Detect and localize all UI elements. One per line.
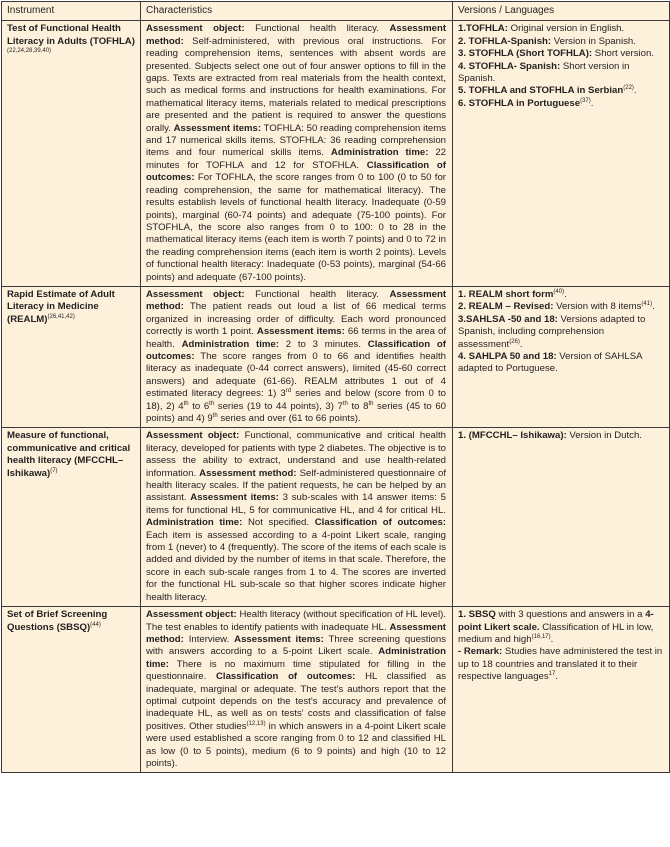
text-segment: Version in Dutch.: [566, 430, 642, 442]
reference-superscript: (26): [509, 338, 520, 345]
version-item: [458, 289, 664, 301]
bold-label: Assessment object:: [146, 609, 237, 621]
bold-label: Assessment object:: [146, 288, 245, 300]
instruments-table: [1, 1, 670, 773]
characteristics-cell: [141, 428, 453, 607]
text-segment: .: [555, 671, 559, 683]
instrument-cell: [2, 286, 141, 427]
bold-label: 6. STOFHLA in Portuguese: [458, 97, 581, 109]
bold-label: 5. TOFHLA and STOFHLA in Serbian: [458, 85, 624, 97]
header-versions: Versions / Languages: [453, 2, 670, 21]
text-segment: series and over (61 to 66 points).: [217, 413, 361, 424]
bold-label: Assessment items:: [190, 492, 279, 504]
bold-label: Administration time:: [330, 147, 429, 159]
bold-label: Administration time:: [146, 517, 243, 529]
text-segment: Interview.: [183, 633, 235, 645]
reference-superscript: (44): [90, 621, 101, 628]
characteristics-cell: [141, 286, 453, 427]
bold-label: 4-point Likert scale.: [458, 609, 654, 633]
reference-superscript: (41): [641, 301, 653, 308]
version-item: [458, 314, 664, 351]
bold-label: 2. TOFHLA-Spanish:: [458, 35, 552, 47]
text-segment: to 8: [347, 400, 369, 412]
text-segment: .: [564, 288, 567, 300]
bold-label: Classification of outcomes:: [314, 517, 446, 529]
table-row: [2, 428, 670, 607]
text-segment: The score ranges from 0 to 66 and identifies health literacy as inadequate (0-44 correct answers), limited (45-60 correct answers) and adequate (61-66). REALM attributes 1 out of 4 estimated literacy degrees: 1) 3: [146, 350, 446, 400]
reference-superscript: 17: [548, 671, 556, 678]
reference-superscript: (40): [553, 288, 565, 295]
text-segment: 2 to 3 minutes.: [278, 338, 368, 350]
bold-label: Classification of outcomes:: [146, 338, 446, 362]
text-segment: with 3 questions and answers in a: [495, 609, 646, 621]
text-segment: Test of Functional Health Literacy in Adults (TOFHLA): [7, 23, 135, 47]
reference-superscript: (37): [580, 97, 591, 104]
bold-label: - Remark:: [458, 646, 503, 658]
text-segment: series and below (score from 0 to 18), 2) 4: [146, 388, 446, 412]
version-item: [458, 430, 664, 442]
text-segment: Not specified.: [242, 517, 315, 529]
text-segment: Short version in Spanish.: [458, 60, 630, 85]
bold-label: 1.TOFHLA:: [458, 23, 508, 35]
reference-superscript: (22,24,28,39,40): [7, 48, 52, 55]
reference-superscript: th: [183, 400, 189, 407]
text-segment: in which answers in a 4-point Likert scale were used established a score ranging from 0 to 12 and classified HL as low (0 to 5 points), medium (6 to 9 points) and high (10 to 12 points).: [146, 720, 446, 769]
text-segment: Measure of functional, communicative and critical health literacy (MFCCHL– Ishikawa): [7, 430, 131, 479]
version-item: [458, 646, 664, 683]
text-segment: Version with 8 items: [553, 301, 642, 313]
versions-cell: [453, 286, 670, 427]
text-segment: Self-administered, with previous oral instructions. For reading comprehension items, sentences with absent words are presented. Subjects select one out of four answer options to fill in the gaps. Texts are extracted from real materials from the health context, such as medical forms and instructions for health examinations. For mathematical literacy items, materials related to medical prescriptions are presented and the patient is required to answer the questions orally.: [146, 35, 446, 134]
bold-label: Assessment items:: [173, 122, 262, 134]
text-segment: There is no maximum time stipulated for filling in the questionnaire.: [146, 658, 446, 683]
text-segment: 22 minutes for TOFHLA and 12 for STOFHLA.: [146, 147, 447, 171]
versions-cell: [453, 428, 670, 607]
bold-label: 4. STOFHLA- Spanish:: [458, 60, 561, 72]
text-segment: Version of SAHLSA adapted to Portuguese.: [458, 350, 642, 375]
versions-cell: [453, 21, 670, 287]
reference-superscript: th: [212, 413, 218, 419]
text-segment: For TOFHLA, the score ranges from 0 to 100 (0 to 50 for reading comprehension, the same for mathematical literacy). The results establish levels of functional health literacy. Inadequate (0-59 points), marginal (60-74 points) and adequate (75-100 points). For STOFHLA, the score also ranges from 0 to 100: 0 to 28 in the mathematical literacy items (each item is worth 7 points) and 0 to 72 in the reading comprehension items (each item is worth 2 points). Levels of functional health literacy: Inadequate (0-53 points), marginal (54-66 points) and adequate (67-100 points).: [146, 172, 446, 283]
text-segment: Set of Brief Screening Questions (SBSQ): [7, 609, 108, 633]
text-segment: 66 terms in the area of health.: [146, 326, 447, 350]
text-segment: HL classified as inadequate, marginal or adequate. The test's authors report that the optimal cutpoint depends on the test's accuracy and prevalence of inadequate HL, as well as on tests' costs and classification of false positives. Other studies: [146, 671, 446, 732]
version-item: [458, 98, 664, 110]
instrument-cell: [2, 607, 141, 773]
text-segment: 3 sub-scales with 14 answer items: 5 items for functional HL, 5 for communicative HL, and 4 for critical HL.: [146, 492, 446, 516]
version-item: [458, 36, 664, 48]
text-segment: .: [550, 633, 554, 645]
bold-label: 1. SBSQ: [458, 609, 496, 621]
bold-label: 3.SAHLSA -50 and 18:: [458, 313, 558, 325]
bold-label: Classification of outcomes:: [146, 159, 446, 184]
text-segment: Three screening questions with answers according to a 5-point Likert scale.: [146, 633, 447, 658]
text-segment: Classification of HL in low, medium and high: [458, 621, 654, 645]
text-segment: Short version.: [592, 48, 654, 60]
bold-label: Assessment method:: [146, 621, 446, 645]
bold-label: 3. STOFHLA (Short TOFHLA):: [458, 48, 593, 60]
bold-label: 1. (MFCCHL– Ishikawa):: [458, 430, 567, 442]
text-segment: TOFHLA: 50 reading comprehension items and 17 numerical skills items. STOFHLA: 36 reading comprehension items and four numerical skills items.: [146, 122, 447, 159]
table-row: [2, 607, 670, 773]
bold-label: Assessment object:: [146, 23, 245, 35]
text-segment: Version in Spanish.: [551, 35, 636, 47]
text-segment: Original version in English.: [507, 23, 625, 35]
version-item: [458, 48, 664, 60]
text-segment: Studies have administered the test in up to 18 countries and translated it to their respective languages: [458, 646, 663, 683]
bold-label: Assessment method:: [146, 288, 447, 313]
reference-superscript: rd: [285, 388, 292, 395]
version-item: [458, 85, 664, 97]
header-characteristics: Characteristics: [141, 2, 453, 21]
text-segment: to 6: [188, 400, 210, 412]
text-segment: Functional, communicative and critical health literacy, developed for patients with type 2 diabetes. The objective is to assess the ability to extract, understand and use health-related information.: [146, 430, 446, 479]
version-item: [458, 23, 664, 35]
bold-label: 2. REALM – Revised:: [458, 301, 554, 313]
reference-superscript: (16,17): [531, 633, 551, 640]
text-segment: Functional health literacy.: [244, 23, 390, 35]
bold-label: Administration time:: [146, 646, 446, 670]
reference-superscript: th: [342, 400, 348, 407]
bold-label: Assessment method:: [146, 23, 447, 47]
characteristics-cell: [141, 607, 453, 773]
instrument-cell: [2, 428, 141, 607]
table-row: [2, 21, 670, 287]
reference-superscript: th: [209, 400, 215, 407]
version-item: [458, 609, 664, 646]
text-segment: Health literacy (without specification of HL level). The test enables to identify patients with inadequate HL.: [146, 609, 446, 633]
header-instrument: Instrument: [2, 2, 141, 21]
text-segment: series (19 to 44 points), 3) 7: [214, 400, 343, 412]
text-segment: Self-administered questionnaire of health literacy scales. If the patient requests, he can be helped by an assistant.: [146, 467, 446, 504]
header-row: [2, 2, 670, 21]
reference-superscript: (26,41,42): [47, 313, 75, 320]
version-item: [458, 61, 664, 86]
table-row: [2, 286, 670, 427]
reference-superscript: (22): [623, 85, 634, 92]
text-segment: The patient reads out loud a list of 66 medical terms organized in increasing order of difficulty. Each word pronounced correctly is worth 1 point.: [146, 301, 446, 338]
text-segment: .: [519, 338, 523, 350]
text-segment: Rapid Estimate of Adult Literacy in Medicine (REALM): [7, 288, 115, 325]
bold-label: 1. REALM short form: [458, 288, 554, 300]
text-segment: Each item is assessed according to a 4-point Likert scale, ranging from 1 (never) to 4 (frequently). The score of the items of each scale is added and divided by the number of items in that scale. Therefore, the score in each sub-scale ranges from 1 to 4. The scores are inverted for the functional HL sub-scale so that higher scores indicate higher health literacy.: [146, 529, 446, 603]
bold-label: Classification of outcomes:: [215, 671, 356, 683]
reference-superscript: th: [368, 400, 374, 407]
bold-label: Assessment object:: [146, 430, 240, 442]
reference-superscript: (7): [50, 467, 58, 474]
text-segment: .: [590, 97, 594, 109]
text-segment: .: [633, 85, 637, 97]
text-segment: series (45 to 60 points) and 4) 9: [146, 400, 446, 424]
bold-label: Administration time:: [181, 338, 279, 350]
versions-cell: [453, 607, 670, 773]
text-segment: Functional health literacy.: [244, 288, 390, 300]
bold-label: Assessment method:: [199, 467, 297, 479]
instrument-cell: [2, 21, 141, 287]
reference-superscript: (12,13): [246, 720, 266, 727]
version-item: [458, 301, 664, 313]
bold-label: Assessment items:: [256, 326, 345, 338]
text-segment: .: [652, 301, 655, 313]
characteristics-cell: [141, 21, 453, 287]
version-item: [458, 351, 664, 376]
text-segment: Versions adapted to Spanish, including comprehension assessment: [458, 313, 646, 350]
bold-label: 4. SAHLPA 50 and 18:: [458, 350, 557, 362]
bold-label: Assessment items:: [234, 633, 324, 645]
